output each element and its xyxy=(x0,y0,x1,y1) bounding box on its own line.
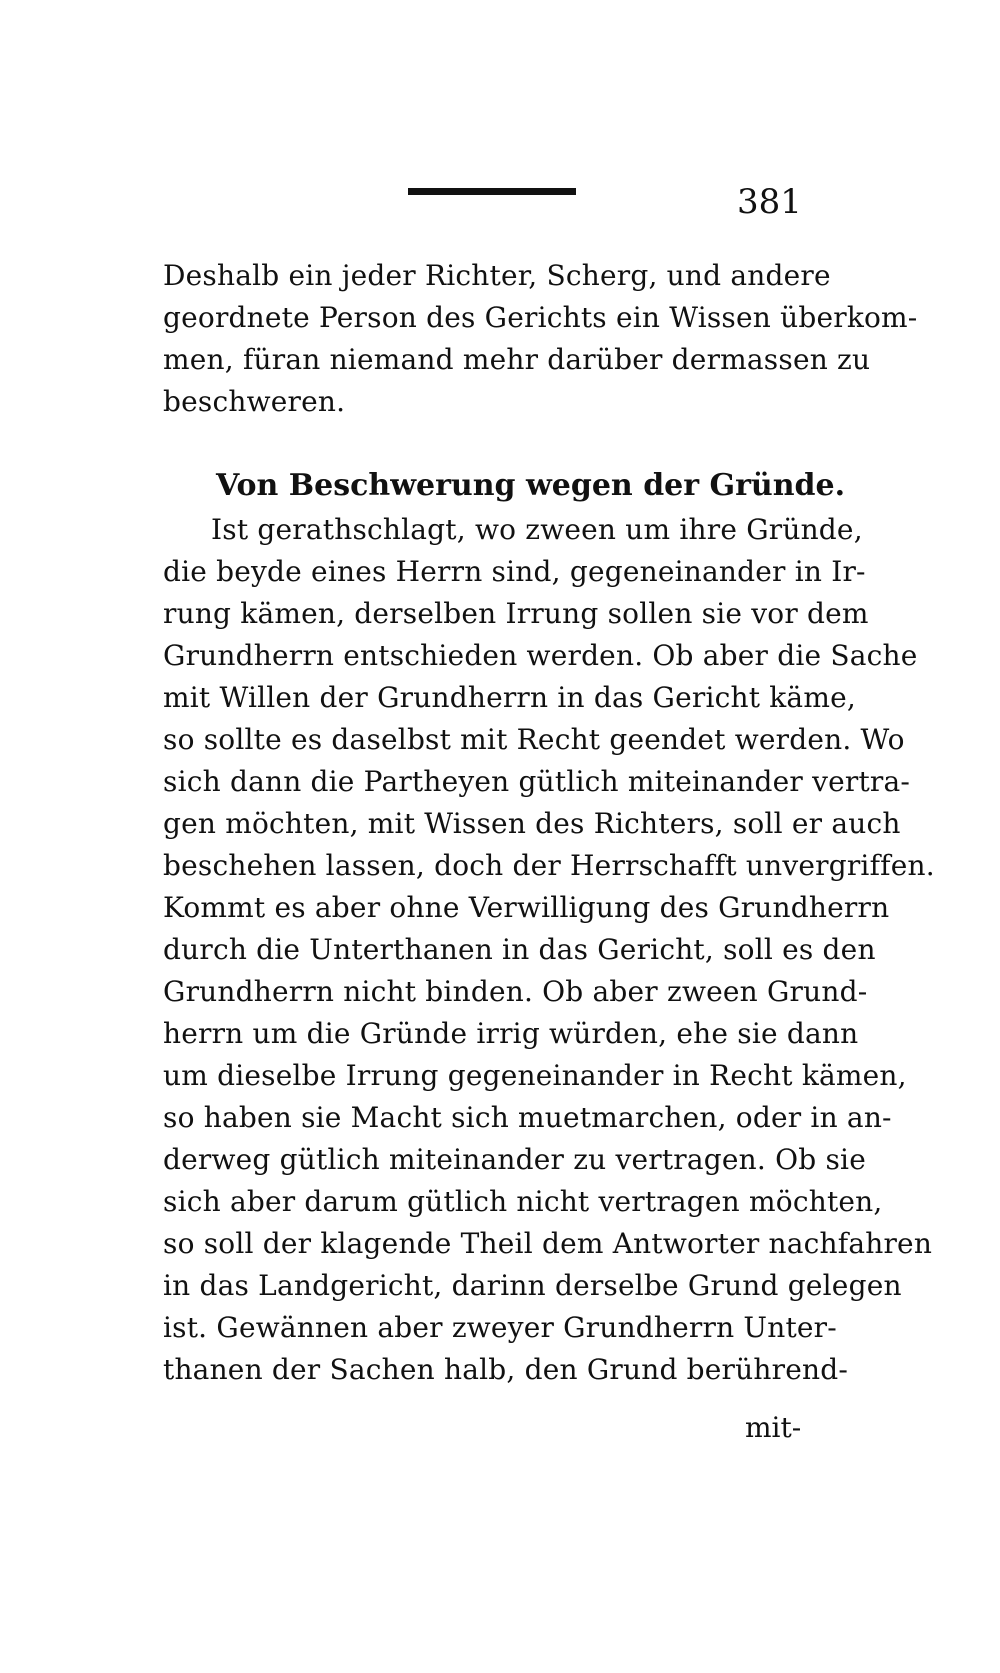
text-line: ist. Gewännen aber zweyer Grundherrn Unter- xyxy=(163,1311,837,1344)
text-line: in das Landgericht, darinn derselbe Grund gelegen xyxy=(163,1269,902,1302)
text-line: Deshalb ein jeder Richter, Scherg, und andere xyxy=(163,259,831,292)
text-line: so sollte es daselbst mit Recht geendet werden. Wo xyxy=(163,723,905,756)
section-heading: Von Beschwerung wegen der Gründe. xyxy=(216,468,846,503)
text-line: sich aber darum gütlich nicht vertragen möchten, xyxy=(163,1185,883,1218)
text-line: geordnete Person des Gerichts ein Wissen überkom- xyxy=(163,301,918,334)
text-line: sich dann die Partheyen gütlich miteinander vertra- xyxy=(163,765,911,798)
text-line: mit Willen der Grundherrn in das Gericht käme, xyxy=(163,681,856,714)
text-line: beschweren. xyxy=(163,385,346,418)
text-line: so haben sie Macht sich muetmarchen, oder in an- xyxy=(163,1101,892,1134)
catchword: mit- xyxy=(745,1411,802,1444)
text-line: um dieselbe Irrung gegeneinander in Recht kämen, xyxy=(163,1059,907,1092)
text-line: gen möchten, mit Wissen des Richters, soll er auch xyxy=(163,807,901,840)
text-line: men, füran niemand mehr darüber dermassen zu xyxy=(163,343,871,376)
text-line: so soll der klagende Theil dem Antworter nachfahren xyxy=(163,1227,933,1260)
header-rule xyxy=(408,188,576,195)
text-line: rung kämen, derselben Irrung sollen sie vor dem xyxy=(163,597,869,630)
text-line: beschehen lassen, doch der Herrschafft unvergriffen. xyxy=(163,849,935,882)
page-number: 381 xyxy=(737,182,802,222)
paragraph-2 xyxy=(163,509,935,1391)
paragraph-1 xyxy=(163,255,918,423)
text-line: thanen der Sachen halb, den Grund berührend- xyxy=(163,1353,848,1386)
text-line: Kommt es aber ohne Verwilligung des Grundherrn xyxy=(163,891,890,924)
text-line: Ist gerathschlagt, wo zween um ihre Gründe, xyxy=(211,513,863,546)
text-line: durch die Unterthanen in das Gericht, soll es den xyxy=(163,933,876,966)
text-line: Grundherrn entschieden werden. Ob aber die Sache xyxy=(163,639,918,672)
text-line: herrn um die Gründe irrig würden, ehe sie dann xyxy=(163,1017,859,1050)
text-line: die beyde eines Herrn sind, gegeneinander in Ir- xyxy=(163,555,866,588)
text-line: Grundherrn nicht binden. Ob aber zween Grund- xyxy=(163,975,868,1008)
text-line: derweg gütlich miteinander zu vertragen. Ob sie xyxy=(163,1143,866,1176)
